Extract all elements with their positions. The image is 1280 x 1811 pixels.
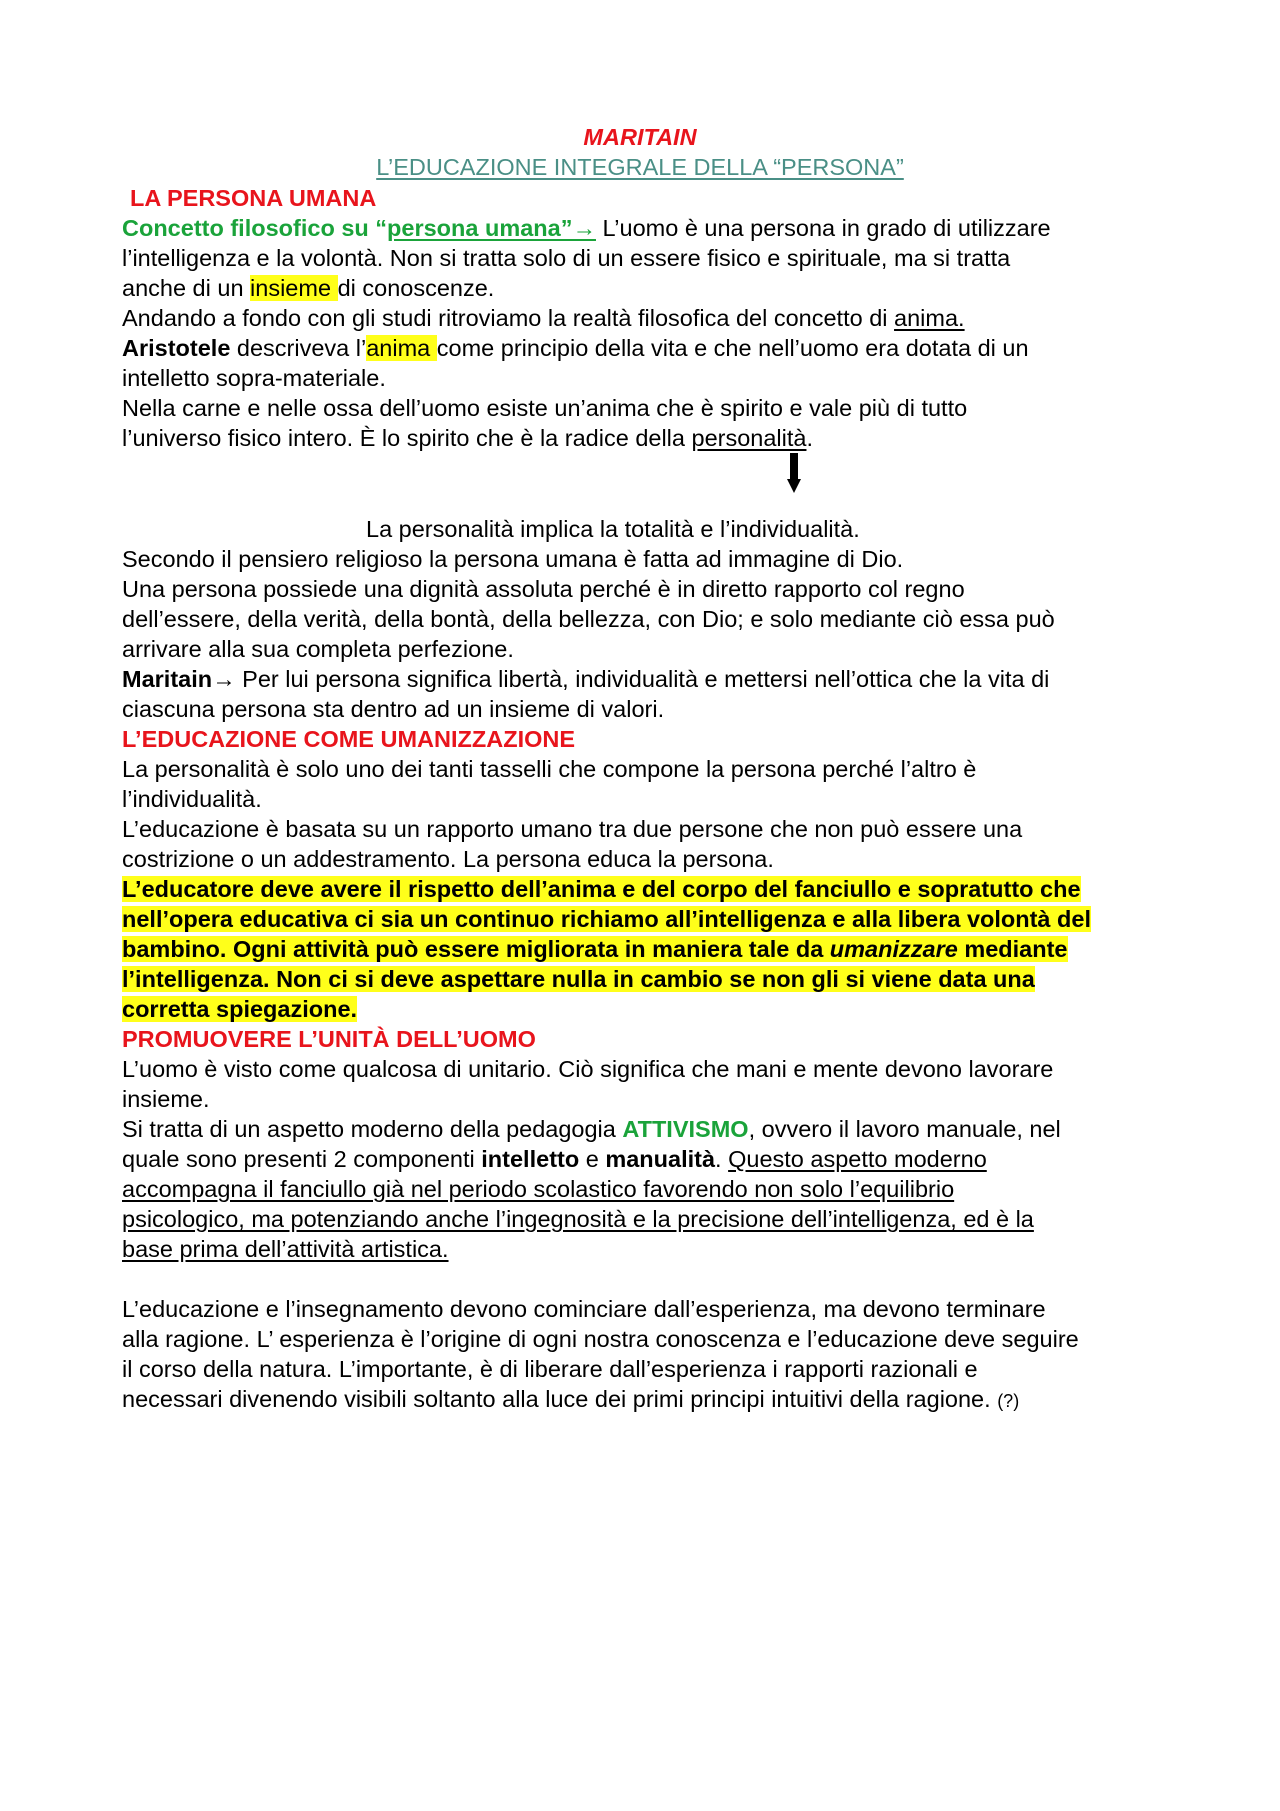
paragraph-line: Nella carne e nelle ossa dell’uomo esiste un’anima che è spirito e vale più di tutto xyxy=(122,395,968,421)
text-span: . xyxy=(715,1146,729,1172)
paragraph-line xyxy=(122,273,494,303)
highlighted-paragraph-line xyxy=(122,964,1035,994)
text-span: L’uomo è una persona in grado di utilizzare xyxy=(595,215,1051,241)
underlined-paragraph-line: base prima dell’attività artistica. xyxy=(122,1236,449,1262)
bold-term: manualità xyxy=(605,1146,716,1172)
text-span: Andando a fondo con gli studi ritroviamo la realtà filosofica del concetto di xyxy=(122,305,895,331)
section-heading-unita-uomo: PROMUOVERE L’UNITÀ DELL’UOMO xyxy=(122,1026,536,1052)
paragraph-line: L’educazione e l’insegnamento devono cominciare dall’esperienza, ma devono terminare xyxy=(122,1296,1046,1322)
paragraph-line: L’educazione è basata su un rapporto umano tra due persone che non può essere una xyxy=(122,816,1023,842)
concept-term: persona umana”→ xyxy=(387,215,596,241)
highlighted-paragraph-line xyxy=(122,904,1091,934)
text-span: → Per lui persona significa libertà, individualità e mettersi nell’ottica che la vita di xyxy=(212,666,1050,692)
highlighted-word: insieme xyxy=(250,275,338,301)
underlined-paragraph-line: psicologico, ma potenziando anche l’ingegnosità e la precisione dell’intelligenza, ed è la xyxy=(122,1206,1034,1232)
text-span: anche di un xyxy=(122,275,251,301)
paragraph-line: ciascuna persona sta dentro ad un insieme di valori. xyxy=(122,696,665,722)
paragraph-line: alla ragione. L’ esperienza è l’origine di ogni nostra conoscenza e l’educazione deve seguire xyxy=(122,1326,1079,1352)
text-span: Si tratta di un aspetto moderno della pedagogia xyxy=(122,1116,623,1142)
text-span: e xyxy=(579,1146,606,1172)
highlighted-text: L’educatore deve avere il rispetto dell’anima e del corpo del fanciullo e sopratutto che xyxy=(122,876,1081,902)
text-span: necessari divenendo visibili soltanto alla luce dei primi principi intuitivi della ragione. xyxy=(122,1386,998,1412)
highlighted-text: mediante xyxy=(957,936,1068,962)
paragraph-line: l’individualità. xyxy=(122,786,262,812)
document-subtitle: L’EDUCAZIONE INTEGRALE DELLA “PERSONA” xyxy=(376,154,904,180)
underlined-word: personalità xyxy=(691,425,807,451)
paragraph-line xyxy=(122,213,1051,243)
text-span: quale sono presenti 2 componenti xyxy=(122,1146,482,1172)
paragraph-line: dell’essere, della verità, della bontà, della bellezza, con Dio; e solo mediante ciò essa può xyxy=(122,606,1055,632)
highlighted-word: anima xyxy=(366,335,437,361)
text-span: , ovvero il lavoro manuale, nel xyxy=(748,1116,1061,1142)
section-heading-umanizzazione: L’EDUCAZIONE COME UMANIZZAZIONE xyxy=(122,726,576,752)
paragraph-line: La personalità è solo uno dei tanti tasselli che compone la persona perché l’altro è xyxy=(122,756,977,782)
highlighted-text: nell’opera educativa ci sia un continuo richiamo all’intelligenza e alla libera volontà del xyxy=(122,906,1091,932)
attivismo-term: ATTIVISMO xyxy=(622,1116,749,1142)
paragraph-line xyxy=(122,1144,987,1174)
paragraph-line xyxy=(122,1384,1019,1416)
underlined-text: Questo aspetto moderno xyxy=(728,1146,987,1172)
text-span: come principio della vita e che nell’uomo era dotata di un xyxy=(436,335,1029,361)
section-heading-persona-umana: LA PERSONA UMANA xyxy=(130,185,377,211)
highlighted-text: corretta spiegazione. xyxy=(122,996,358,1022)
text-span: l’universo fisico intero. È lo spirito che è la radice della xyxy=(122,425,692,451)
paragraph-line: il corso della natura. L’importante, è di liberare dall’esperienza i rapporti razionali e xyxy=(122,1356,978,1382)
bold-term: intelletto xyxy=(481,1146,580,1172)
paragraph-line: costrizione o un addestramento. La persona educa la persona. xyxy=(122,846,774,872)
paragraph-line xyxy=(122,333,1029,363)
underlined-word: anima. xyxy=(894,305,965,331)
text-span: di conoscenze. xyxy=(337,275,495,301)
highlighted-paragraph-line xyxy=(122,874,1081,904)
concept-label: Concetto filosofico su “ xyxy=(122,215,388,241)
bold-name: Aristotele xyxy=(122,335,231,361)
question-mark-note: (?) xyxy=(997,1391,1020,1411)
document-title: MARITAIN xyxy=(583,124,697,150)
highlighted-text: l’intelligenza. Non ci si deve aspettare nulla in cambio se non gli si viene data una xyxy=(122,966,1035,992)
paragraph-line: intelletto sopra-materiale. xyxy=(122,365,386,391)
paragraph-line: insieme. xyxy=(122,1086,210,1112)
text-span: . xyxy=(806,425,813,451)
paragraph-line xyxy=(122,664,1049,694)
bold-name: Maritain xyxy=(122,666,213,692)
paragraph-line: Una persona possiede una dignità assoluta perché è in diretto rapporto col regno xyxy=(122,576,965,602)
italic-word: umanizzare xyxy=(829,936,958,962)
paragraph-line xyxy=(122,423,813,453)
text-span: descriveva l’ xyxy=(230,335,367,361)
centered-statement: La personalità implica la totalità e l’individualità. xyxy=(366,516,860,542)
underlined-paragraph-line: accompagna il fanciullo già nel periodo scolastico favorendo non solo l’equilibrio xyxy=(122,1176,955,1202)
paragraph-line: L’uomo è visto come qualcosa di unitario. Ciò significa che mani e mente devono lavorare xyxy=(122,1056,1054,1082)
down-arrow-icon xyxy=(787,453,801,493)
paragraph-line: arrivare alla sua completa perfezione. xyxy=(122,636,514,662)
paragraph-line xyxy=(122,1114,1061,1144)
highlighted-paragraph-line xyxy=(122,934,1068,964)
paragraph-line: l’intelligenza e la volontà. Non si tratta solo di un essere fisico e spirituale, ma si tratta xyxy=(122,245,1011,271)
highlighted-text: bambino. Ogni attività può essere migliorata in maniera tale da xyxy=(122,936,830,962)
paragraph-line xyxy=(122,303,965,333)
highlighted-paragraph-line xyxy=(122,994,357,1024)
paragraph-line: Secondo il pensiero religioso la persona umana è fatta ad immagine di Dio. xyxy=(122,546,904,572)
